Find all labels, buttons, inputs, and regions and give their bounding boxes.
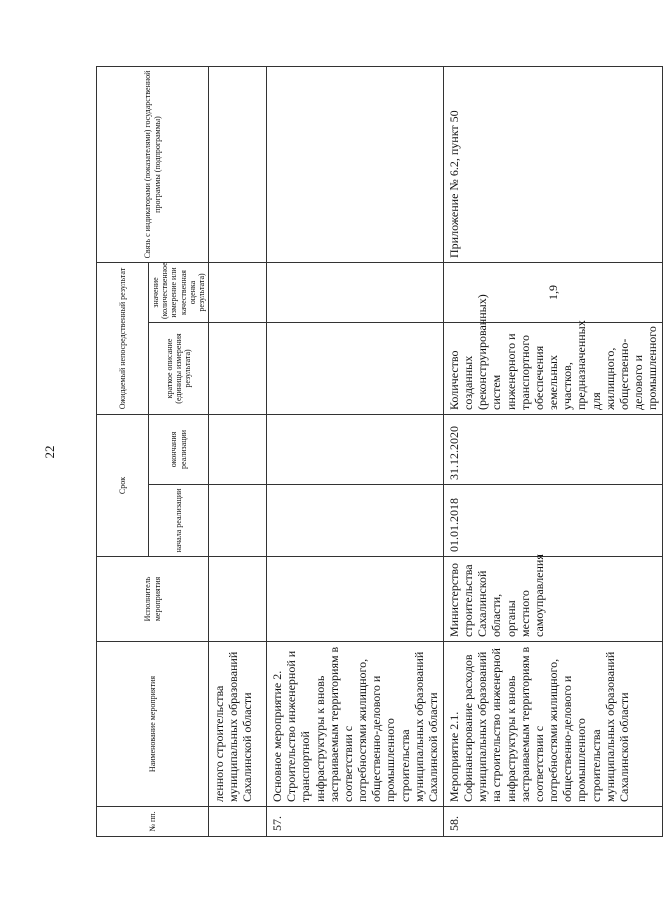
row-executor <box>209 557 267 642</box>
header-num: № пп. <box>97 807 209 837</box>
row-link <box>209 66 267 262</box>
header-result-desc: краткое описание (единицы измерения результата) <box>149 322 209 414</box>
row-name: ленного строительства муниципальных образований Сахалинской области <box>209 642 267 807</box>
header-link: Связь с индикаторами (показателями) государственной программы (подпрограммы) <box>97 66 209 262</box>
header-executor: Исполнитель мероприятия <box>97 557 209 642</box>
row-num <box>209 807 267 837</box>
row-num: 58. <box>444 807 663 837</box>
row-link <box>267 66 444 262</box>
row-end <box>267 414 444 484</box>
rotated-table-container <box>96 67 660 837</box>
row-start <box>209 485 267 557</box>
row-executor: Министерство строительства Сахалинской области, органы местного самоуправления <box>444 557 663 642</box>
header-term-end: окончания реализации <box>149 414 209 484</box>
row-start <box>267 485 444 557</box>
page-number: 22 <box>42 445 57 459</box>
row-end: 31.12.2020 <box>444 414 663 484</box>
header-term-start: начала реализации <box>149 485 209 557</box>
row-executor <box>267 557 444 642</box>
row-value: 1,9 <box>444 262 663 322</box>
table-row <box>209 66 267 836</box>
row-start: 01.01.2018 <box>444 485 663 557</box>
row-end <box>209 414 267 484</box>
row-value <box>267 262 444 322</box>
row-desc <box>267 322 444 414</box>
row-num: 57. <box>267 807 444 837</box>
header-row-1 <box>97 66 149 836</box>
row-value <box>209 262 267 322</box>
row-desc <box>209 322 267 414</box>
row-desc: Количество созданных (реконструированных) систем инженерного и транспортного обеспечения земельных участков, предназначенных для жилищного, общественно-делового и промышленного <box>444 322 663 414</box>
measures-table <box>96 66 663 837</box>
row-link: Приложение № 6.2, пункт 50 <box>444 66 663 262</box>
header-term: Срок <box>97 414 149 556</box>
header-result-value: значение (количественное измерение или качественная оценка результата) <box>149 262 209 322</box>
table-row <box>444 66 663 836</box>
header-name: Наименование мероприятия <box>97 642 209 807</box>
row-name: Основное мероприятие 2. Строительство инженерной и транспортной инфраструктуры к вновь застраиваемым территориям в соответствии с потребностями жилищного, общественно-делового и промышленного строительства муниципальных образований Сахалинской области <box>267 642 444 807</box>
header-result: Ожидаемый непосредственный результат <box>97 262 149 414</box>
row-name: Мероприятие 2.1. Софинансирование расходов муниципальных образований на строительство инженерной инфраструктуры к вновь застраиваемым территориям в соответствии с потребностями жилищного, общественно-делового и промышленного строительства муниципальных образований Сахалинской области <box>444 642 663 807</box>
table-row <box>267 66 444 836</box>
